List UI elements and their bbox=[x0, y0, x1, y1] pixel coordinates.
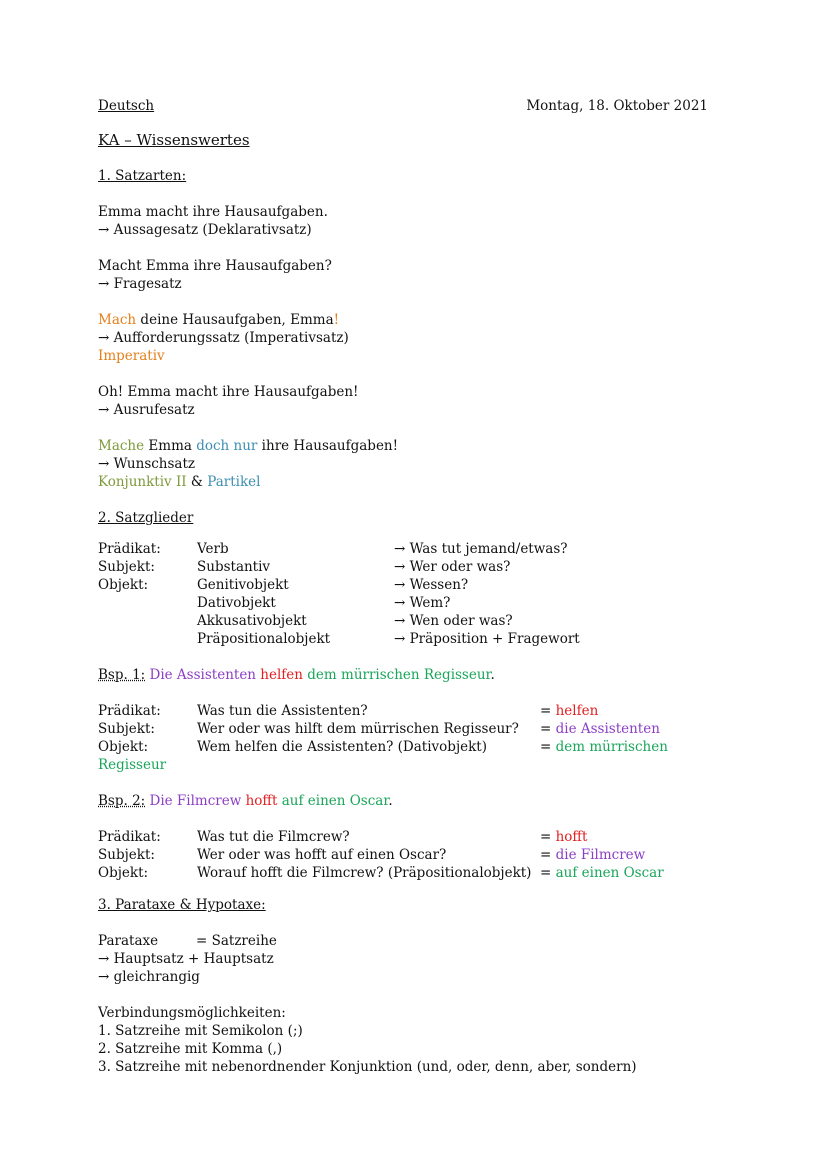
example-1-sentence bbox=[98, 666, 495, 684]
bsp2-row-label: Prädikat: bbox=[98, 829, 161, 845]
equals-sign: = bbox=[540, 829, 556, 845]
s1-ex1-type: → Aussagesatz (Deklarativsatz) bbox=[98, 222, 312, 238]
konjunktiv-note: Konjunktiv II bbox=[98, 474, 187, 490]
list-item: 3. Satzreihe mit nebenordnender Konjunktion (und, oder, denn, aber, sondern) bbox=[98, 1059, 637, 1075]
section-1-heading: 1. Satzarten: bbox=[98, 168, 187, 184]
s1-ex3-type: → Aufforderungssatz (Imperativsatz) bbox=[98, 330, 349, 346]
answer-object: dem mürrischen bbox=[555, 739, 668, 755]
particle-words: doch nur bbox=[196, 438, 258, 454]
konjunktiv-verb: Mache bbox=[98, 438, 145, 454]
verbindungsmoeglichkeiten-heading: Verbindungsmöglichkeiten: bbox=[98, 1005, 286, 1021]
bsp2-row-answer bbox=[540, 846, 645, 864]
s1-ex4-sentence: Oh! Emma macht ihre Hausaufgaben! bbox=[98, 384, 359, 400]
equals-sign: = bbox=[540, 703, 556, 719]
bsp2-row-question: Wer oder was hofft auf einen Oscar? bbox=[197, 847, 447, 863]
equals-sign: = bbox=[540, 721, 556, 737]
table-row-term: Dativobjekt bbox=[197, 595, 276, 611]
example-2-period: . bbox=[388, 793, 393, 809]
parataxe-line-1: → Hauptsatz + Hauptsatz bbox=[98, 951, 274, 967]
s1-ex2-sentence: Macht Emma ihre Hausaufgaben? bbox=[98, 258, 332, 274]
table-row-label: Objekt: bbox=[98, 577, 149, 593]
table-row-question: → Wem? bbox=[394, 595, 451, 611]
bsp1-row-answer bbox=[540, 738, 668, 756]
table-row-label: Subjekt: bbox=[98, 559, 155, 575]
equals-sign: = bbox=[540, 739, 556, 755]
example-2-predicate: hofft bbox=[241, 793, 278, 809]
bsp2-row-question: Worauf hofft die Filmcrew? (Präpositionalobjekt) bbox=[197, 865, 532, 881]
partikel-note: Partikel bbox=[207, 474, 261, 490]
table-row-term: Genitivobjekt bbox=[197, 577, 289, 593]
parataxe-line-2: → gleichrangig bbox=[98, 969, 200, 985]
imperative-verb: Mach bbox=[98, 312, 137, 328]
bsp1-row-question: Was tun die Assistenten? bbox=[197, 703, 368, 719]
parataxe-definition: = Satzreihe bbox=[196, 933, 277, 949]
exclamation-mark: ! bbox=[333, 312, 340, 328]
example-1-period: . bbox=[490, 667, 495, 683]
s1-ex5-part2: Emma bbox=[144, 438, 197, 454]
bsp1-row-answer bbox=[540, 720, 660, 738]
equals-sign: = bbox=[540, 865, 556, 881]
table-row-term: Verb bbox=[197, 541, 229, 557]
example-1-label: Bsp. 1: bbox=[98, 667, 146, 683]
bsp1-row-answer bbox=[540, 702, 598, 720]
answer-subject: die Assistenten bbox=[555, 721, 660, 737]
example-1-object: dem mürrischen Regisseur bbox=[303, 667, 491, 683]
answer-subject: die Filmcrew bbox=[555, 847, 646, 863]
s1-ex3-mid: deine Hausaufgaben, Emma bbox=[136, 312, 334, 328]
bsp2-row-answer bbox=[540, 864, 664, 882]
answer-predicate: helfen bbox=[555, 703, 599, 719]
s1-ex4-type: → Ausrufesatz bbox=[98, 402, 195, 418]
s1-ex5-part4: ihre Hausaufgaben! bbox=[257, 438, 399, 454]
page-title: KA – Wissenswertes bbox=[98, 131, 250, 149]
table-row-term: Akkusativobjekt bbox=[197, 613, 307, 629]
date-label: Montag, 18. Oktober 2021 bbox=[526, 98, 708, 114]
bsp1-row-label: Subjekt: bbox=[98, 721, 155, 737]
bsp2-row-question: Was tut die Filmcrew? bbox=[197, 829, 350, 845]
s1-ex3-note: Imperativ bbox=[98, 348, 165, 364]
table-row-question: → Wessen? bbox=[394, 577, 469, 593]
example-2-subject: Die Filmcrew bbox=[145, 793, 242, 809]
s1-ex5-note bbox=[98, 473, 260, 491]
table-row-term: Substantiv bbox=[197, 559, 271, 575]
bsp1-row-question: Wer oder was hilft dem mürrischen Regisseur? bbox=[197, 721, 519, 737]
example-2-object: auf einen Oscar bbox=[277, 793, 389, 809]
bsp2-row-answer bbox=[540, 828, 587, 846]
answer-predicate: hofft bbox=[555, 829, 588, 845]
table-row-term: Präpositionalobjekt bbox=[197, 631, 331, 647]
bsp1-row-question: Wem helfen die Assistenten? (Dativobjekt) bbox=[197, 739, 487, 755]
s1-ex3-sentence bbox=[98, 311, 339, 329]
table-row-question: → Präposition + Fragewort bbox=[394, 631, 580, 647]
bsp2-row-label: Subjekt: bbox=[98, 847, 155, 863]
subject-label: Deutsch bbox=[98, 98, 155, 114]
table-row-question: → Was tut jemand/etwas? bbox=[394, 541, 568, 557]
s1-ex5-type: → Wunschsatz bbox=[98, 456, 196, 472]
equals-sign: = bbox=[540, 847, 556, 863]
example-1-predicate: helfen bbox=[256, 667, 303, 683]
table-row-label: Prädikat: bbox=[98, 541, 161, 557]
s1-ex1-sentence: Emma macht ihre Hausaufgaben. bbox=[98, 204, 328, 220]
table-row-question: → Wer oder was? bbox=[394, 559, 511, 575]
list-item: 2. Satzreihe mit Komma (,) bbox=[98, 1041, 283, 1057]
s1-ex5-sentence bbox=[98, 437, 398, 455]
section-3-heading: 3. Parataxe & Hypotaxe: bbox=[98, 897, 266, 913]
ampersand: & bbox=[186, 474, 208, 490]
bsp1-row-label: Prädikat: bbox=[98, 703, 161, 719]
bsp2-row-label: Objekt: bbox=[98, 865, 149, 881]
example-2-sentence bbox=[98, 792, 393, 810]
section-2-heading: 2. Satzglieder bbox=[98, 510, 194, 526]
example-1-subject: Die Assistenten bbox=[145, 667, 257, 683]
list-item: 1. Satzreihe mit Semikolon (;) bbox=[98, 1023, 303, 1039]
example-2-label: Bsp. 2: bbox=[98, 793, 146, 809]
answer-object-wrap: Regisseur bbox=[98, 757, 167, 773]
bsp1-row-label: Objekt: bbox=[98, 739, 149, 755]
s1-ex2-type: → Fragesatz bbox=[98, 276, 182, 292]
answer-object: auf einen Oscar bbox=[555, 865, 664, 881]
parataxe-term: Parataxe bbox=[98, 933, 159, 949]
table-row-question: → Wen oder was? bbox=[394, 613, 513, 629]
